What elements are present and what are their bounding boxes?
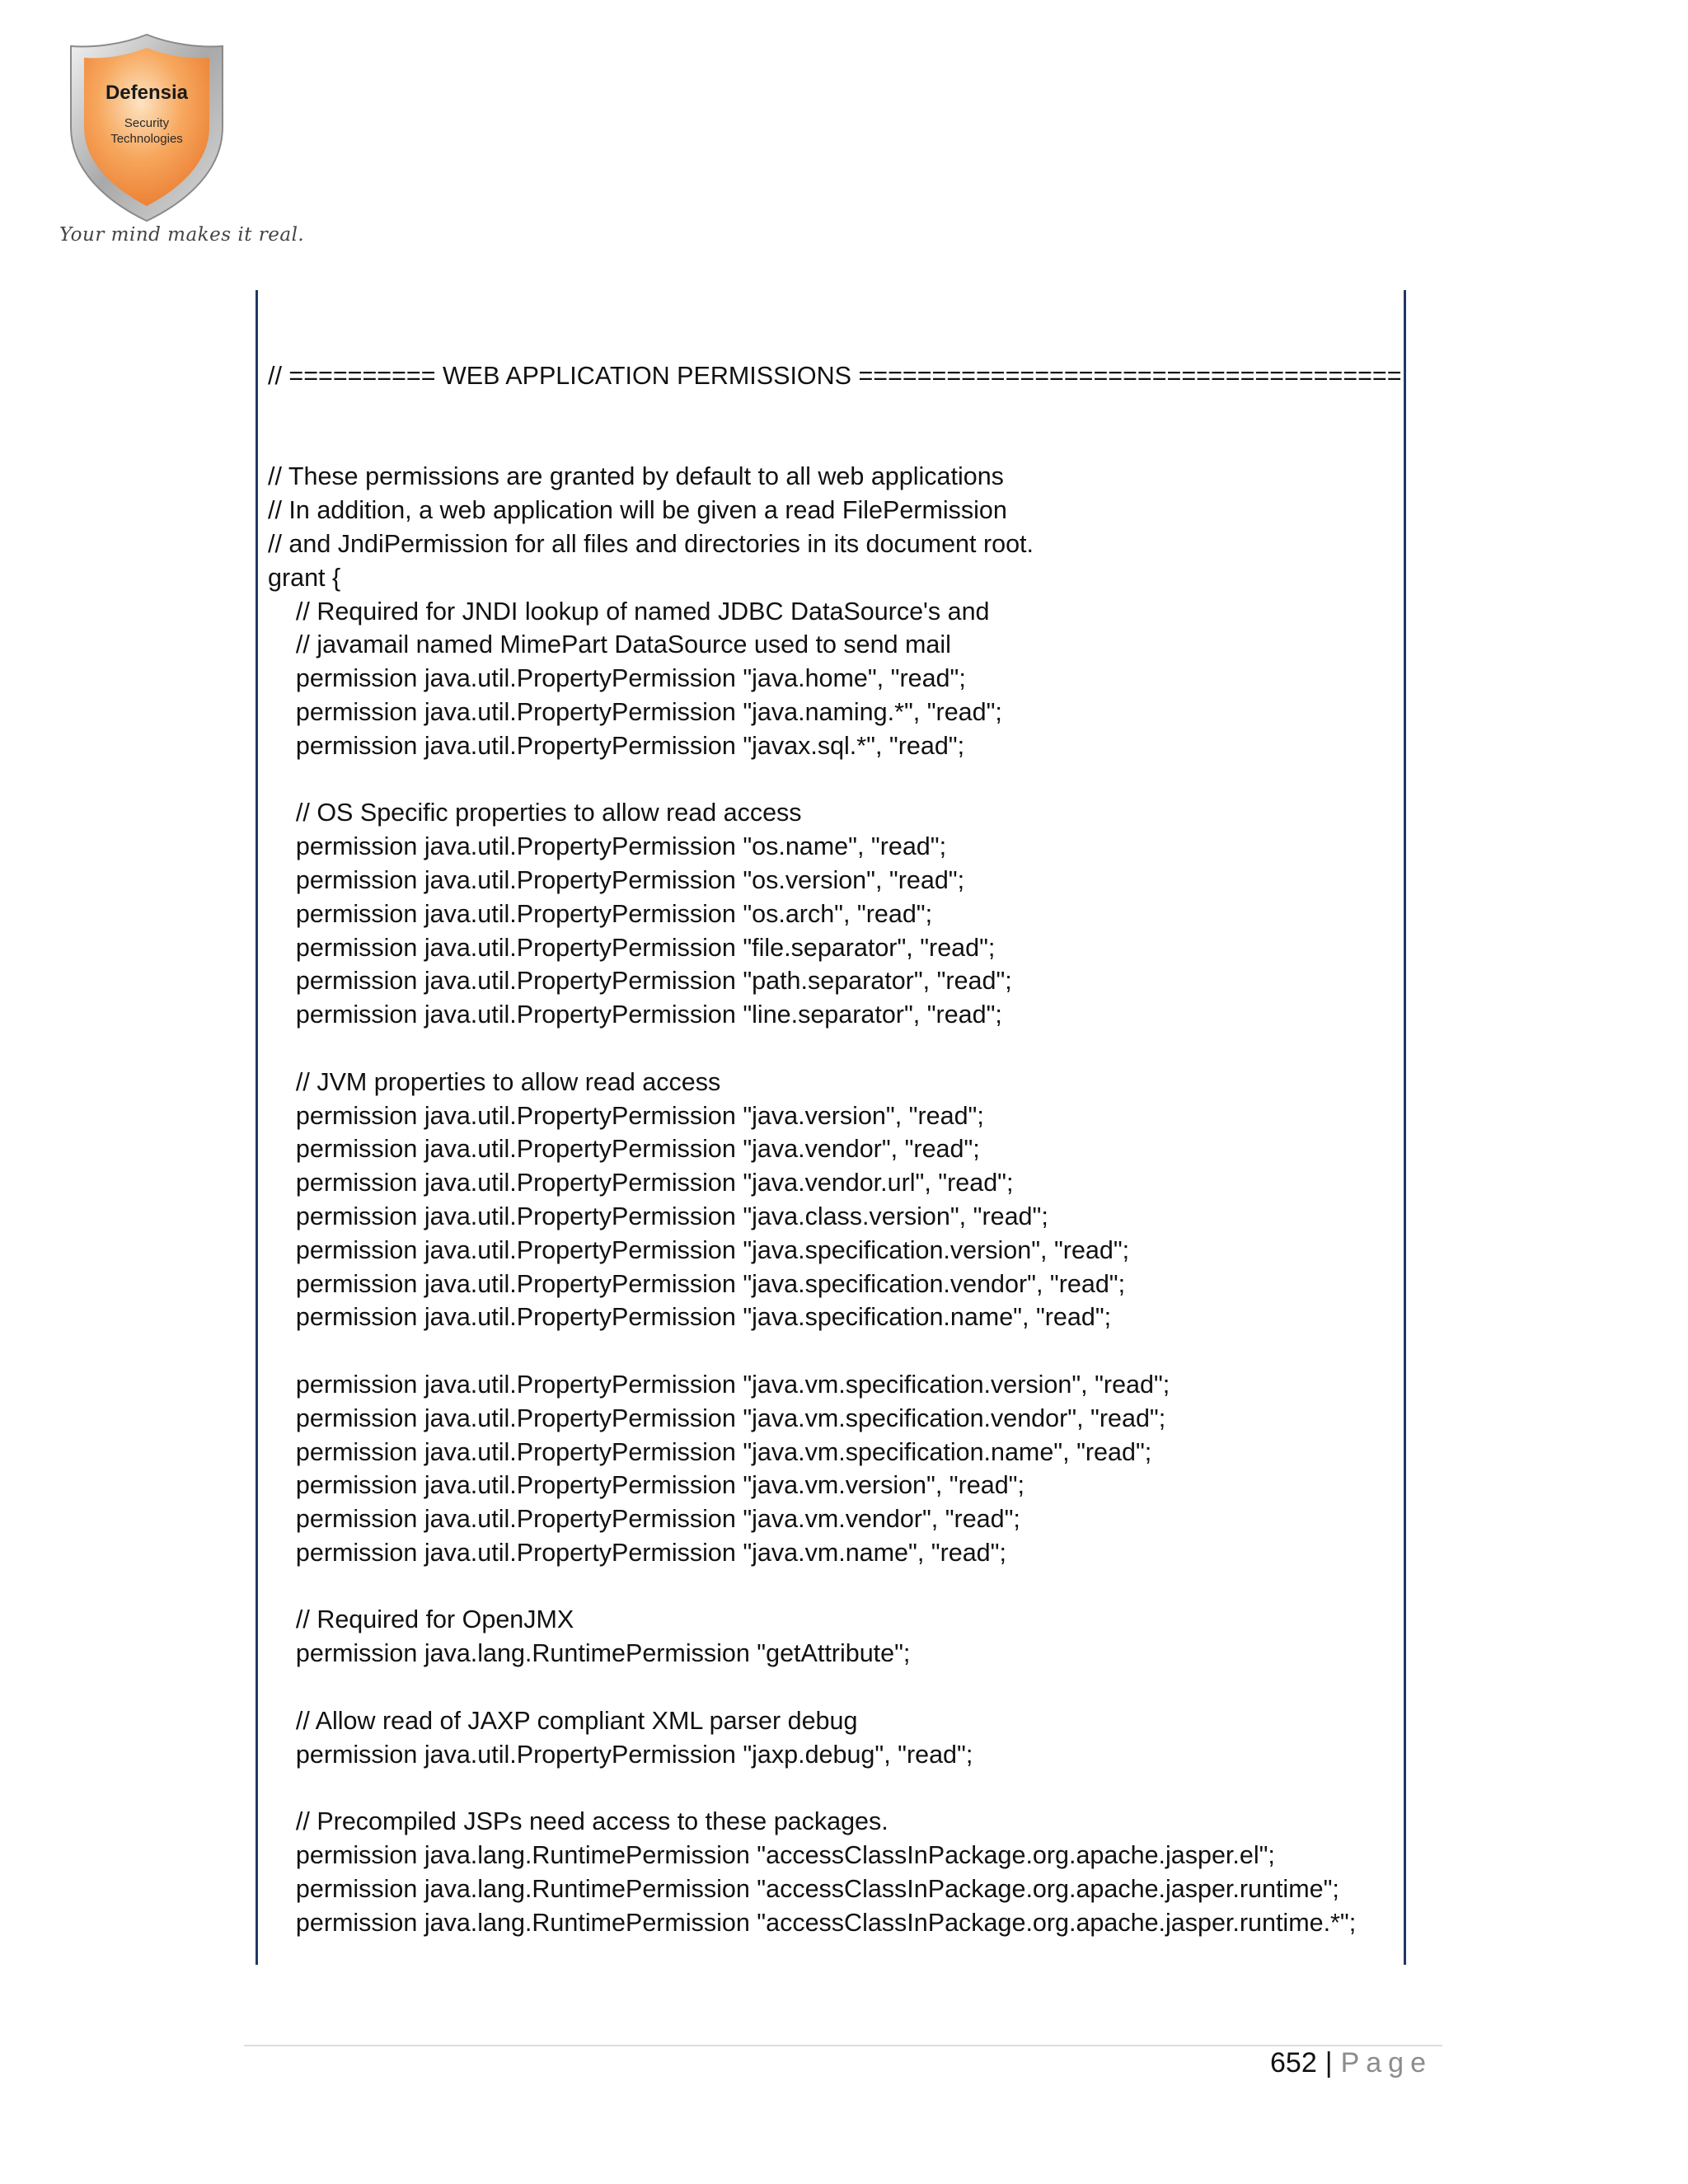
code-line: permission java.util.PropertyPermission "file.separator", "read"; (268, 933, 996, 962)
code-line: permission java.util.PropertyPermission "java.vendor", "read"; (268, 1135, 980, 1164)
code-line: grant { (268, 563, 341, 592)
code-line: // and JndiPermission for all files and directories in its document root. (268, 529, 1034, 558)
code-line: permission java.util.PropertyPermission "java.vendor.url", "read"; (268, 1169, 1014, 1197)
page-label: Page (1340, 2047, 1432, 2079)
code-line: permission java.util.PropertyPermission "java.home", "read"; (268, 664, 966, 693)
code-line: permission java.lang.RuntimePermission "accessClassInPackage.org.apache.jasper.runtime"; (268, 1874, 1339, 1903)
code-block (268, 359, 1402, 1939)
code-line: permission java.util.PropertyPermission "java.vm.specification.version", "read"; (268, 1370, 1170, 1399)
code-line: // Required for OpenJMX (268, 1605, 574, 1634)
code-line: permission java.util.PropertyPermission "java.naming.*", "read"; (268, 697, 1002, 726)
code-line: // Precompiled JSPs need access to these packages. (268, 1807, 889, 1836)
code-line: // Required for JNDI lookup of named JDBC DataSource's and (268, 597, 990, 626)
code-line: permission java.util.PropertyPermission "java.vm.specification.name", "read"; (268, 1437, 1152, 1466)
code-line: permission java.util.PropertyPermission "java.vm.vendor", "read"; (268, 1505, 1020, 1534)
code-line: // In addition, a web application will be given a read FilePermission (268, 496, 1007, 525)
code-line: // Allow read of JAXP compliant XML parser debug (268, 1706, 858, 1735)
code-line: // These permissions are granted by default to all web applications (268, 462, 1004, 491)
code-line: permission java.util.PropertyPermission "java.specification.vendor", "read"; (268, 1269, 1126, 1298)
code-line: permission java.util.PropertyPermission "os.arch", "read"; (268, 899, 933, 928)
code-line: permission java.util.PropertyPermission "os.name", "read"; (268, 832, 947, 861)
page-separator: | (1325, 2047, 1333, 2079)
code-line (268, 427, 1402, 461)
code-line: // JVM properties to allow read access (268, 1067, 721, 1096)
page-number: 652 (1270, 2047, 1317, 2079)
code-line: permission java.util.PropertyPermission "java.specification.name", "read"; (268, 1303, 1112, 1332)
code-line (268, 1771, 1402, 1805)
code-line: // ========== WEB APPLICATION PERMISSIONS ===================================== (268, 362, 1402, 390)
code-line: permission java.util.PropertyPermission "java.version", "read"; (268, 1101, 984, 1130)
logo-subtitle-line2: Technologies (110, 132, 183, 146)
code-line (268, 1671, 1402, 1704)
code-line: permission java.lang.RuntimePermission "accessClassInPackage.org.apache.jasper.runtime.*"; (268, 1908, 1357, 1937)
code-line: permission java.util.PropertyPermission "path.separator", "read"; (268, 967, 1012, 996)
logo-subtitle-line1: Security (124, 116, 170, 130)
code-line: permission java.util.PropertyPermission "java.vm.specification.vendor", "read"; (268, 1404, 1166, 1432)
code-line (268, 1570, 1402, 1604)
code-line (268, 763, 1402, 797)
logo-tagline: Your mind makes it real. (59, 224, 305, 246)
code-line: permission java.util.PropertyPermission "java.class.version", "read"; (268, 1202, 1048, 1230)
code-frame (256, 290, 1406, 1965)
code-line (268, 393, 1402, 427)
code-line: // OS Specific properties to allow read access (268, 799, 802, 827)
code-line: permission java.util.PropertyPermission "os.version", "read"; (268, 865, 965, 894)
page-footer (1270, 2047, 1432, 2079)
company-logo (56, 30, 237, 252)
code-line: permission java.lang.RuntimePermission "getAttribute"; (268, 1639, 911, 1668)
code-line: permission java.util.PropertyPermission "java.specification.version", "read"; (268, 1235, 1130, 1264)
code-line: permission java.util.PropertyPermission "java.vm.name", "read"; (268, 1538, 1006, 1567)
code-line (268, 1032, 1402, 1066)
code-line: permission java.util.PropertyPermission "line.separator", "read"; (268, 1001, 1002, 1029)
code-line: permission java.lang.RuntimePermission "accessClassInPackage.org.apache.jasper.el"; (268, 1841, 1275, 1870)
footer-divider (244, 2045, 1442, 2046)
code-line: // javamail named MimePart DataSource used to send mail (268, 630, 951, 659)
code-line: permission java.util.PropertyPermission "javax.sql.*", "read"; (268, 731, 965, 760)
code-line (268, 1334, 1402, 1368)
logo-title: Defensia (105, 82, 189, 104)
code-line: permission java.util.PropertyPermission "jaxp.debug", "read"; (268, 1740, 973, 1769)
shield-icon (56, 30, 237, 227)
code-line: permission java.util.PropertyPermission "java.vm.version", "read"; (268, 1471, 1025, 1500)
